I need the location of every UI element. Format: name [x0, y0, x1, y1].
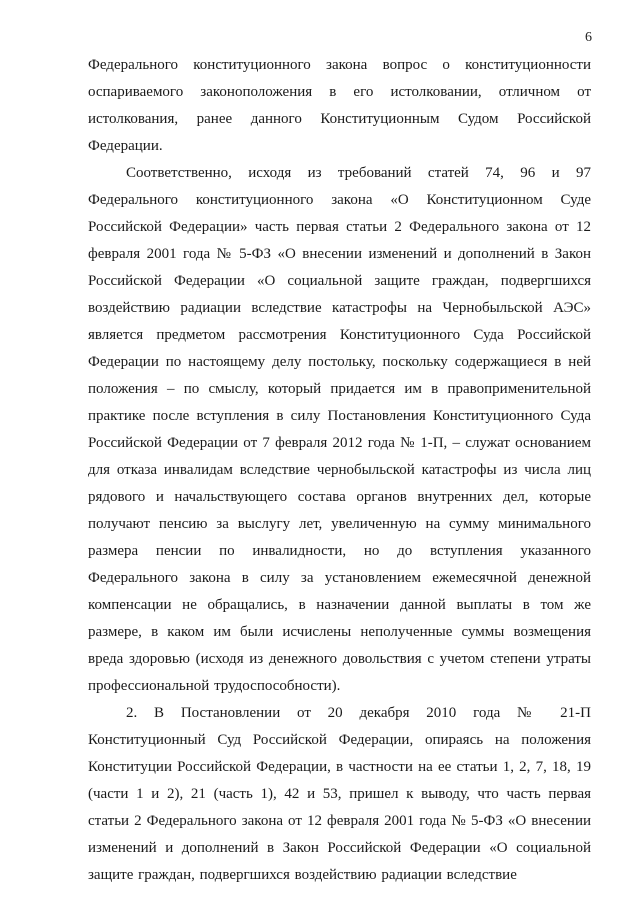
paragraph-section-2: 2. В Постановлении от 20 декабря 2010 года № 21-П Конституционный Суд Российской Федерации, опираясь на положения Конституции Российской Федерации, в частности на ее статьи 1, 2, 7, 18, 19 (части 1 и 2), 21 (часть 1), 42 и 53, пришел к выводу, что часть первая статьи 2 Федерального закона от 12 февраля 2001 года № 5-ФЗ «О внесении изменений и дополнений в Закон Российской Федерации «О социальной защите граждан, подвергшихся воздействию радиации вследствие [88, 705, 591, 883]
page-number: 6 [585, 30, 592, 45]
paragraph-correspondingly: Соответственно, исходя из требований статей 74, 96 и 97 Федерального конституционного закона «О Конституционном Суде Российской Федерации» часть первая статьи 2 Федерального закона от 12 февраля 2001 года № 5-ФЗ «О внесении изменений и дополнений в Закон Российской Федерации «О социальной защите граждан, подвергшихся воздействию радиации вследствие катастрофы на Чернобыльской АЭС» является предметом рассмотрения Конституционного Суда Российской Федерации по настоящему делу постольку, поскольку содержащиеся в ней положения – по смыслу, который придается им в правоприменительной практике после вступления в силу Постановления Конституционного Суда Российской Федерации от 7 февраля 2012 года № 1-П, – служат основанием для отказа инвалидам вследствие чернобыльской катастрофы из числа лиц рядового и начальствующего состава органов внутренних дел, которые получают пенсию за выслугу лет, увеличенную на сумму минимального размера пенсии по инвалидности, но до вступления указанного Федерального закона в силу за установлением ежемесячной денежной компенсации не обращались, в назначении данной выплаты в том же размере, в каком им были исчислены неполученные суммы возмещения вреда здоровью (исходя из денежного довольствия с учетом степени утраты профессиональной трудоспособности). [88, 165, 591, 694]
paragraph-continuation: Федерального конституционного закона вопрос о конституционности оспариваемого законоположения в его истолковании, отличном от истолкования, ранее данного Конституционным Судом Российской Федерации. [88, 57, 591, 154]
document-body [88, 52, 591, 889]
